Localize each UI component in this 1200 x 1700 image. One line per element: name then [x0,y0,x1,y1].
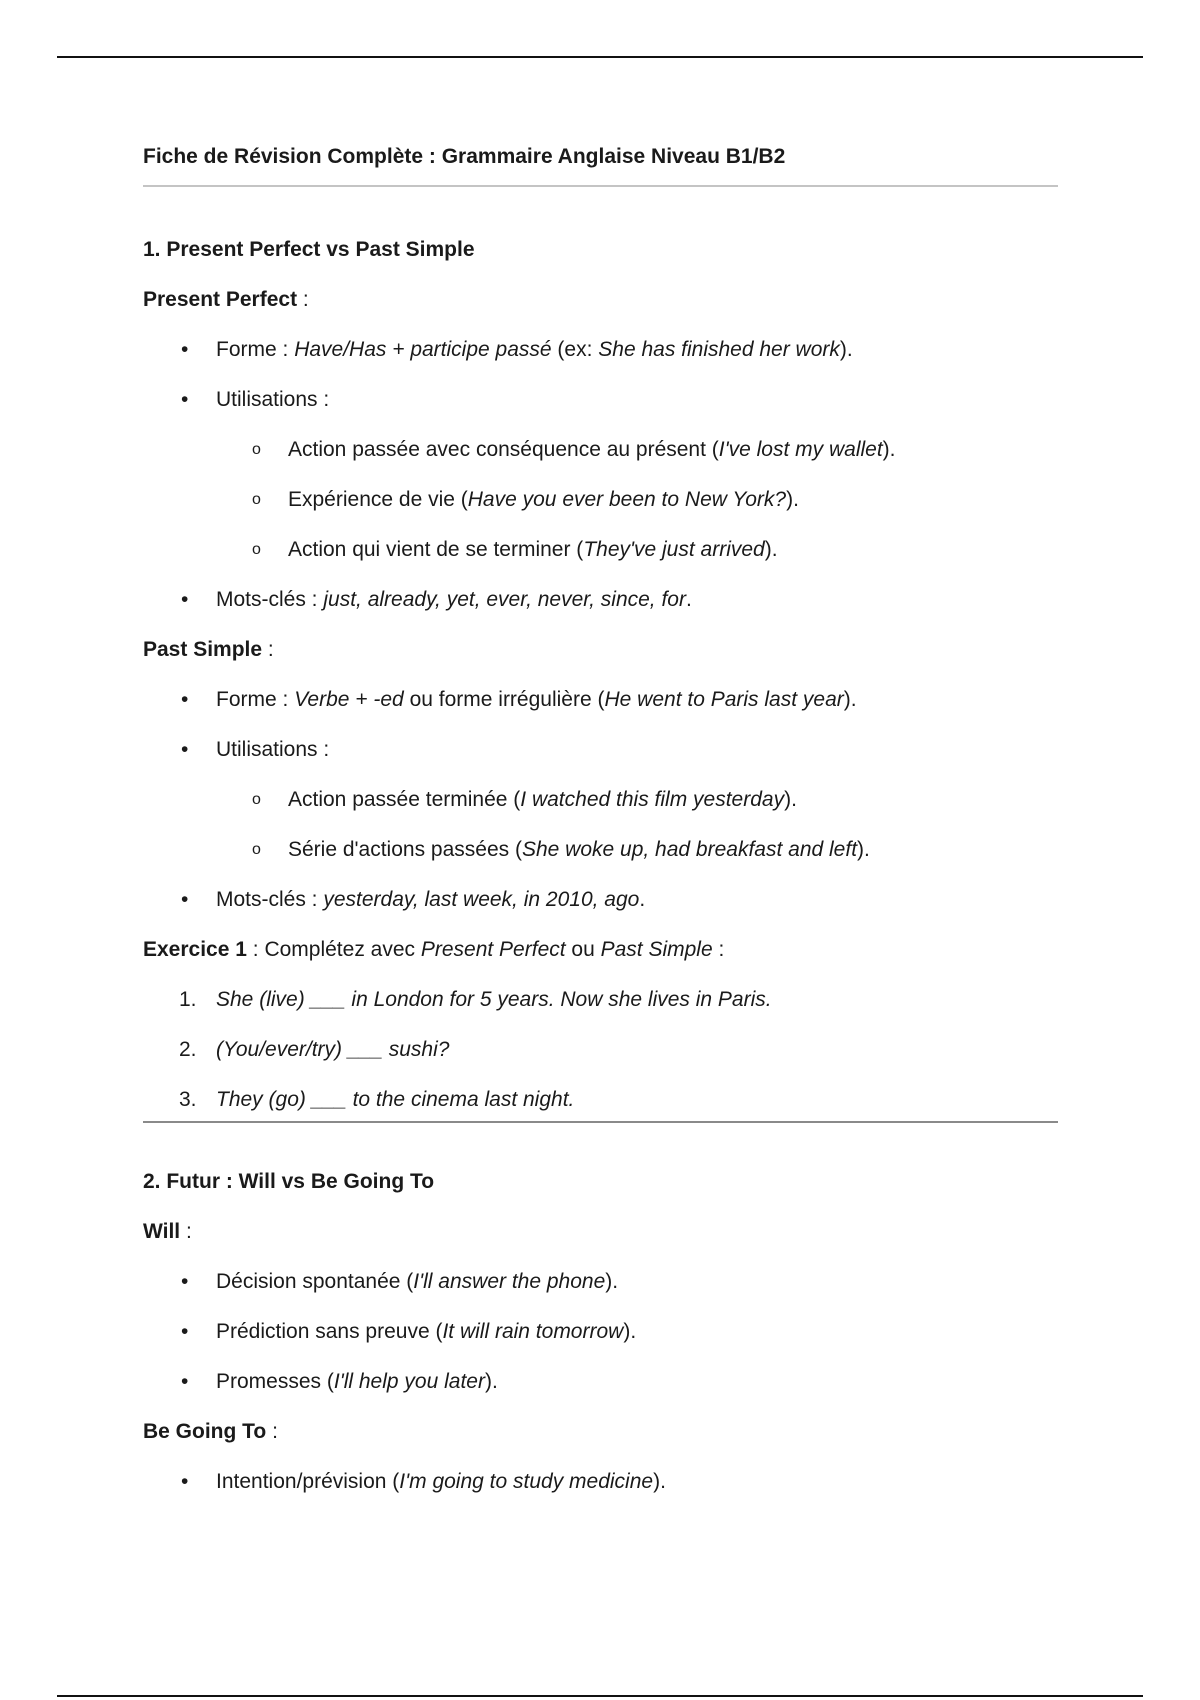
bullet-icon: • [181,1320,189,1343]
item-text: Intention/prévision ( [216,1470,400,1493]
list-item [143,1317,1058,1347]
use-text: Action passée avec conséquence au présent ( [288,438,719,461]
use-suffix: ). [882,438,896,461]
list-item [143,885,1058,915]
use-example: She woke up, had breakfast and left [521,838,858,861]
item-example: I'll help you later [333,1370,485,1393]
use-suffix: ). [857,838,870,861]
past-simple-list [143,685,1058,765]
forme-suffix: ). [839,338,853,361]
circle-bullet-icon: o [252,541,261,558]
use-suffix: ). [764,538,778,561]
present-perfect-label: Present Perfect [143,288,298,311]
title-divider [143,185,1058,187]
present-perfect-heading [143,285,1058,315]
section-1-title: 1. Present Perfect vs Past Simple [143,238,475,261]
forme-mid: ou forme irrégulière ( [403,688,605,711]
use-text: Série d'actions passées ( [288,838,522,861]
past-simple-heading [143,635,1058,665]
forme-formula: Have/Has + participe passé [294,338,552,361]
exercise-sentence: They (go) ___ to the cinema last night. [216,1088,575,1111]
document-title: Fiche de Révision Complète : Grammaire Anglaise Niveau B1/B2 [143,145,786,168]
list-item [143,1367,1058,1397]
exercise-intro: ou [565,938,601,961]
circle-bullet-icon: o [252,441,261,458]
exercise-label: Exercice 1 [143,938,247,961]
bullet-icon: • [181,688,189,711]
will-heading [143,1217,1058,1247]
list-item [143,1467,1058,1497]
keywords-label: Mots-clés : [216,588,324,611]
item-suffix: ). [605,1270,619,1293]
item-suffix: ). [484,1370,498,1393]
item-suffix: ). [653,1470,666,1493]
exercise-item [143,1035,1058,1065]
list-item [143,1267,1058,1297]
use-example: I watched this film yesterday [520,788,785,811]
exercise-intro: : Complétez avec [246,938,421,961]
use-example: Have you ever been to New York? [467,488,787,511]
present-perfect-keywords-list [143,585,1058,615]
utilisations-label: Utilisations : [216,388,330,411]
use-text: Expérience de vie ( [288,488,468,511]
list-item [143,585,1058,615]
bullet-icon: • [181,1370,189,1393]
exercise-term: Past Simple [600,938,713,961]
item-example: It will rain tomorrow [442,1320,624,1343]
bullet-icon: • [181,738,189,761]
will-label: Will [143,1220,181,1243]
section-divider [143,1121,1058,1123]
item-text: Prédiction sans preuve ( [216,1320,443,1343]
forme-formula: Verbe + -ed [294,688,404,711]
exercise-term: Present Perfect [420,938,566,961]
past-simple-label: Past Simple [143,638,263,661]
heading-colon: : [262,638,274,661]
exercise-item [143,985,1058,1015]
forme-example: She has finished her work [598,338,840,361]
list-item [143,535,1058,565]
exercise-sentence: (You/ever/try) ___ sushi? [216,1038,450,1061]
circle-bullet-icon: o [252,491,261,508]
list-item [143,685,1058,715]
forme-label: Forme : [216,688,295,711]
circle-bullet-icon: o [252,791,261,808]
list-item [143,785,1058,815]
bullet-icon: • [181,588,189,611]
use-suffix: ). [786,488,799,511]
keywords-label: Mots-clés : [216,888,324,911]
item-number: 2. [179,1038,197,1061]
list-item [143,385,1058,415]
keywords: yesterday, last week, in 2010, ago [323,888,640,911]
past-simple-uses-list [143,785,1058,865]
exercise-1-list [143,985,1058,1115]
heading-colon: : [180,1220,192,1243]
use-text: Action qui vient de se terminer ( [288,538,584,561]
will-list [143,1267,1058,1397]
past-simple-keywords-list [143,885,1058,915]
bullet-icon: • [181,1270,189,1293]
item-text: Promesses ( [216,1370,334,1393]
list-item [143,735,1058,765]
keywords-suffix: . [685,588,692,611]
use-suffix: ). [784,788,797,811]
circle-bullet-icon: o [252,841,261,858]
document-body [143,142,1058,1497]
forme-ex-prefix: (ex: [551,338,599,361]
page-bottom-rule [57,1695,1143,1697]
exercise-intro: : [712,938,725,961]
item-number: 1. [179,988,197,1011]
exercise-1-heading [143,935,1058,965]
bullet-icon: • [181,338,189,361]
bullet-icon: • [181,388,189,411]
list-item [143,835,1058,865]
going-to-list [143,1467,1058,1497]
list-item [143,335,1058,365]
going-to-heading [143,1417,1058,1447]
item-number: 3. [179,1088,197,1111]
use-example: I've lost my wallet [718,438,883,461]
page-top-rule [57,56,1143,58]
present-perfect-list [143,335,1058,415]
exercise-sentence: She (live) ___ in London for 5 years. Now she lives in Paris. [216,988,772,1011]
item-text: Décision spontanée ( [216,1270,414,1293]
keywords: just, already, yet, ever, never, since, for [323,588,686,611]
item-example: I'll answer the phone [413,1270,606,1293]
heading-colon: : [297,288,309,311]
forme-example: He went to Paris last year [604,688,844,711]
list-item [143,485,1058,515]
list-item [143,435,1058,465]
section-2-title: 2. Futur : Will vs Be Going To [143,1170,435,1193]
heading-colon: : [266,1420,278,1443]
going-to-label: Be Going To [143,1420,267,1443]
forme-suffix: ). [843,688,857,711]
item-example: I'm going to study medicine [399,1470,654,1493]
use-text: Action passée terminée ( [288,788,521,811]
use-example: They've just arrived [583,538,765,561]
bullet-icon: • [181,888,189,911]
forme-label: Forme : [216,338,295,361]
utilisations-label: Utilisations : [216,738,330,761]
keywords-suffix: . [639,888,646,911]
item-suffix: ). [623,1320,637,1343]
present-perfect-uses-list [143,435,1058,565]
exercise-item [143,1085,1058,1115]
bullet-icon: • [181,1470,189,1493]
